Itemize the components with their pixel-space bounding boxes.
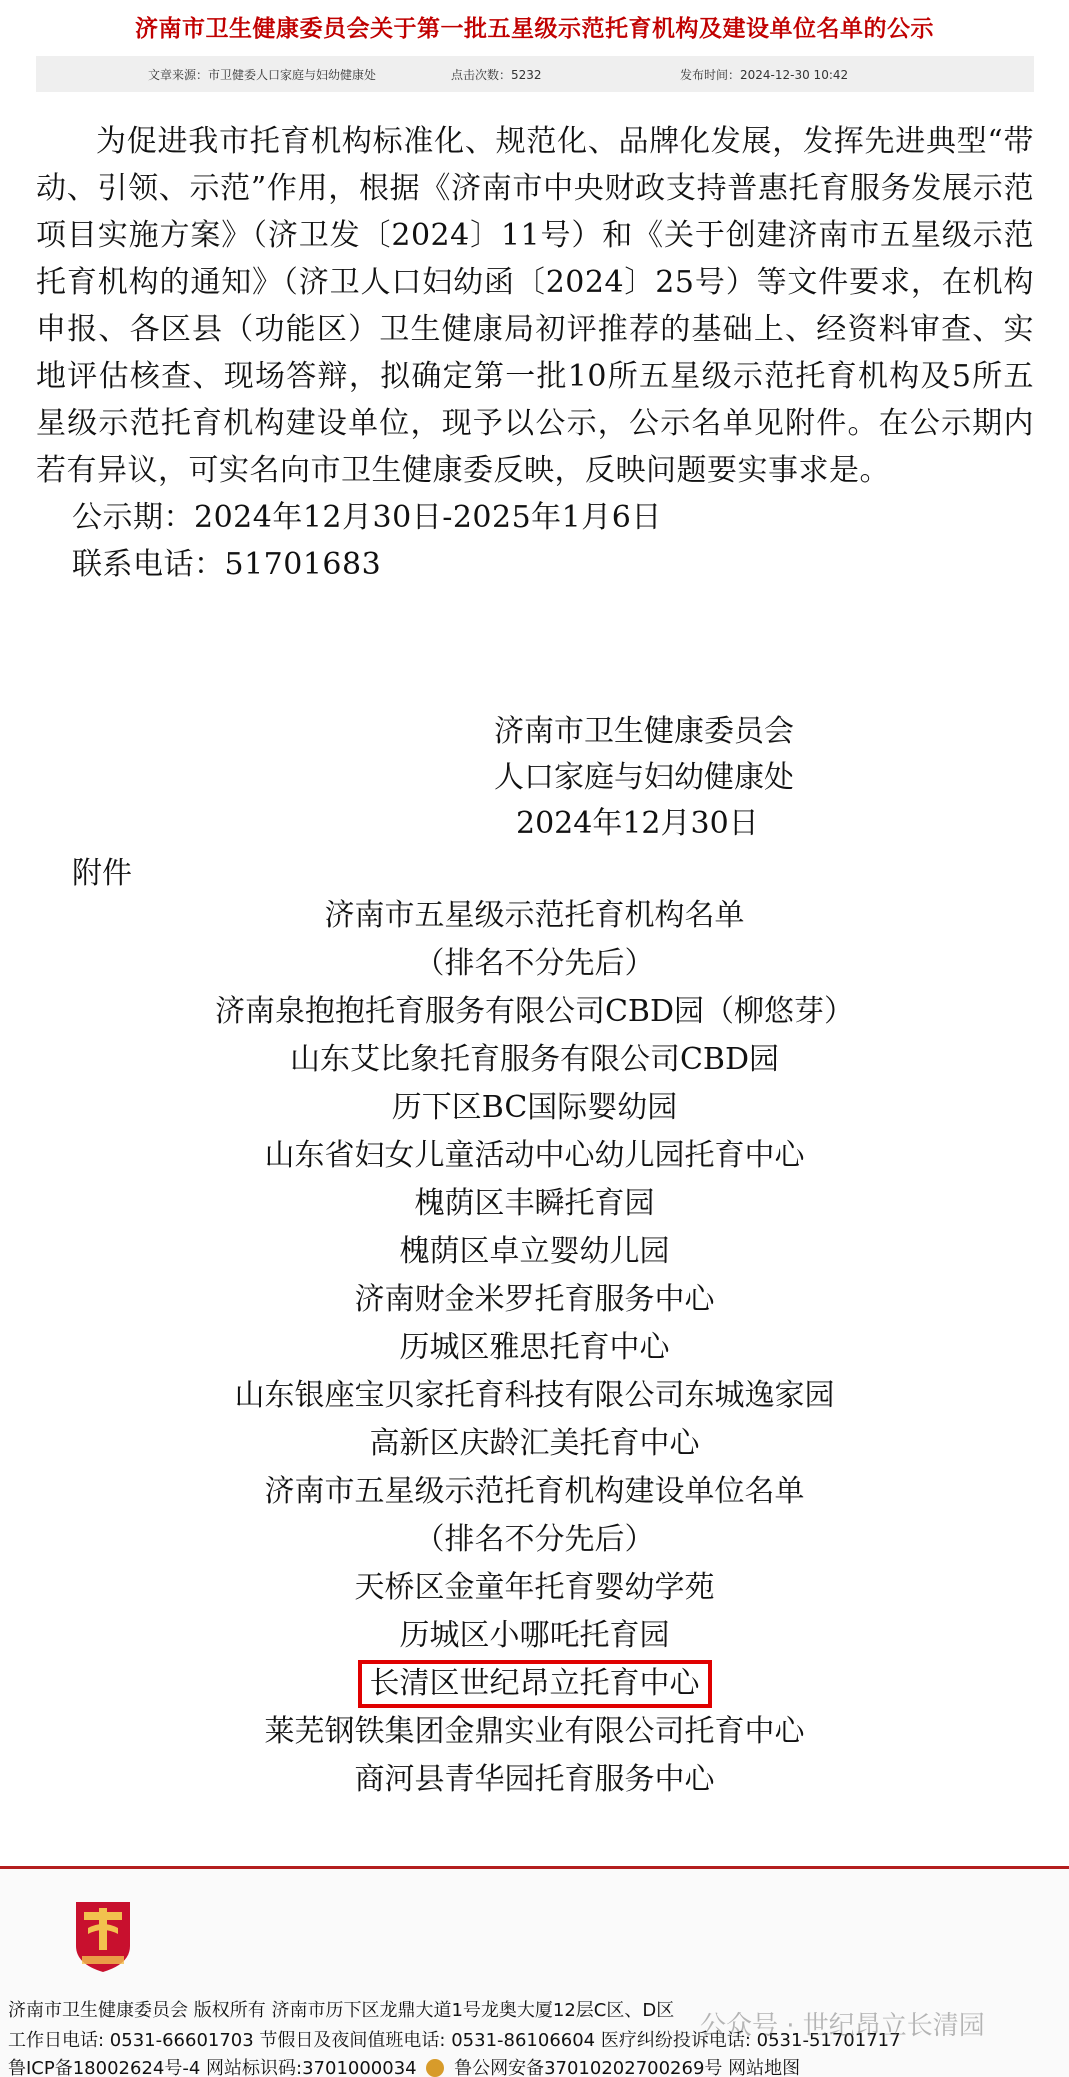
footer-copyright: 济南市卫生健康委员会 版权所有 济南市历下区龙鼎大道1号龙奥大厦12层C区、D区 bbox=[8, 2000, 675, 2021]
list2-note: （排名不分先后） bbox=[414, 1522, 655, 1557]
list-item: 历城区雅思托育中心 bbox=[399, 1330, 670, 1365]
contact-phone: 联系电话：51701683 bbox=[72, 547, 382, 582]
attachment-label: 附件 bbox=[72, 856, 132, 891]
highlighted-list-item bbox=[0, 1660, 1069, 1708]
page-title: 济南市卫生健康委员会关于第一批五星级示范托育机构及建设单位名单的公示 bbox=[135, 16, 934, 42]
list-item: 莱芜钢铁集团金鼎实业有限公司托育中心 bbox=[264, 1714, 805, 1749]
footer-icp bbox=[8, 2054, 800, 2077]
list-item: 济南泉抱抱托育服务有限公司CBD园（柳悠芽） bbox=[214, 994, 855, 1029]
health-commission-logo-icon bbox=[72, 1898, 134, 1974]
list-item: 高新区庆龄汇美托育中心 bbox=[369, 1426, 700, 1461]
list-item: 山东省妇女儿童活动中心幼儿园托育中心 bbox=[264, 1138, 805, 1173]
list-item: 历城区小哪吒托育园 bbox=[399, 1618, 670, 1653]
signature-date: 2024年12月30日 bbox=[516, 806, 759, 841]
body-paragraph: 为促进我市托育机构标准化、规范化、品牌化发展，发挥先进典型“带动、引领、示范”作用，根据《济南市中央财政支持普惠托育服务发展示范项目实施方案》（济卫发〔2024〕11号）和《关于创建济南市五星级示范托育机构的通知》（济卫人口妇幼函〔2024〕25号）等文件要求，在机构申报、各区县（功能区）卫生健康局初评推荐的基础上、经资料审查、实地评估核查、现场答辩，拟确定第一批10所五星级示范托育机构及5所五星级示范托育机构建设单位，现予以公示，公示名单见附件。在公示期内若有异议，可实名向市卫生健康委反映，反映问题要实事求是。 bbox=[36, 124, 1034, 488]
signature-org: 济南市卫生健康委员会 bbox=[494, 714, 794, 749]
police-record-and-sitemap[interactable]: 鲁公网安备37010202700269号 网站地图 bbox=[454, 2058, 801, 2077]
list2-title: 济南市五星级示范托育机构建设单位名单 bbox=[264, 1474, 805, 1509]
signature-dept: 人口家庭与妇幼健康处 bbox=[494, 760, 794, 795]
list1-note: （排名不分先后） bbox=[414, 946, 655, 981]
list-item: 商河县青华园托育服务中心 bbox=[354, 1762, 715, 1797]
list-item: 山东银座宝贝家托育科技有限公司东城逸家园 bbox=[234, 1378, 835, 1413]
list-item: 济南财金米罗托育服务中心 bbox=[354, 1282, 715, 1317]
police-badge-icon bbox=[426, 2059, 444, 2077]
article-source: 文章来源：市卫健委人口家庭与妇幼健康处 bbox=[148, 67, 377, 82]
list-item: 槐荫区丰瞬托育园 bbox=[414, 1186, 655, 1221]
view-count: 点击次数：5232 bbox=[451, 67, 542, 82]
wechat-watermark: 公众号 · 世纪昂立长清园 bbox=[700, 2011, 985, 2041]
highlight-box: 长清区世纪昂立托育中心 bbox=[358, 1660, 712, 1708]
notice-period: 公示期：2024年12月30日-2025年1月6日 bbox=[72, 500, 662, 535]
article-meta-bar bbox=[36, 56, 1034, 92]
list-item: 山东艾比象托育服务有限公司CBD园 bbox=[289, 1042, 780, 1077]
list1-title: 济南市五星级示范托育机构名单 bbox=[324, 898, 745, 933]
icp-number[interactable]: 鲁ICP备18002624号-4 网站标识码:3701000034 bbox=[8, 2058, 417, 2077]
article-body bbox=[36, 118, 1034, 588]
list-item: 历下区BC国际婴幼园 bbox=[391, 1090, 678, 1125]
publish-time: 发布时间：2024-12-30 10:42 bbox=[680, 67, 849, 82]
attachment-list bbox=[0, 892, 1069, 1804]
list-item: 天桥区金童年托育婴幼学苑 bbox=[354, 1570, 715, 1605]
footer-phones: 工作日电话: 0531-66601703 节假日及夜间值班电话: 0531-86106604 医疗纠纷投诉电话: 0531-51701717 bbox=[8, 2030, 901, 2051]
list-item: 槐荫区卓立婴幼儿园 bbox=[399, 1234, 670, 1269]
